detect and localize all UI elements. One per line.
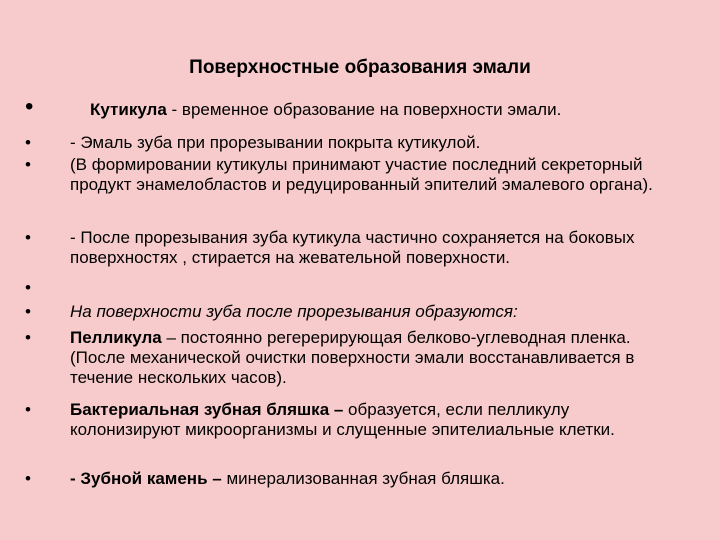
bullet: • bbox=[25, 228, 31, 247]
item-text: - временное образование на поверхности эмали. bbox=[166, 100, 562, 119]
item-text: - Эмаль зуба при прорезывании покрыта кутикулой. bbox=[70, 133, 481, 152]
term-calculus: - Зубной камень – bbox=[70, 469, 222, 488]
term-pellicle: Пелликула bbox=[70, 328, 162, 347]
item-text: (В формировании кутикулы принимают участие последний секреторный продукт энамелобластов и редуцированный эпителий эмалевого органа). bbox=[70, 155, 653, 194]
term-cuticle: Кутикула bbox=[90, 100, 167, 119]
bullet: • bbox=[25, 328, 31, 347]
bullet: • bbox=[25, 155, 31, 174]
item-text: минерализованная зубная бляшка. bbox=[221, 469, 505, 488]
item-text: образуется, если пелликулу колонизируют микроорганизмы и слущенные эпителиальные клетки. bbox=[70, 400, 615, 439]
item-text: На поверхности зуба после прорезывания образуются: bbox=[70, 302, 518, 321]
bullet: • bbox=[25, 400, 31, 419]
term-plaque: Бактериальная зубная бляшка – bbox=[70, 400, 344, 419]
item-text: – постоянно регерерирующая белково-углеводная пленка. (После механической очистки поверхности эмали восстанавливается в течение нескольких часов). bbox=[70, 328, 635, 387]
bullet: • bbox=[25, 133, 31, 152]
bullet: • bbox=[25, 302, 31, 321]
bullet: • bbox=[25, 93, 34, 120]
item-text: - После прорезывания зуба кутикула частично сохраняется на боковых поверхностях , стирается на жевательной поверхности. bbox=[70, 228, 635, 267]
bullet: • bbox=[25, 469, 31, 488]
slide-title: Поверхностные образования эмали bbox=[189, 57, 531, 78]
bullet: • bbox=[25, 278, 31, 297]
